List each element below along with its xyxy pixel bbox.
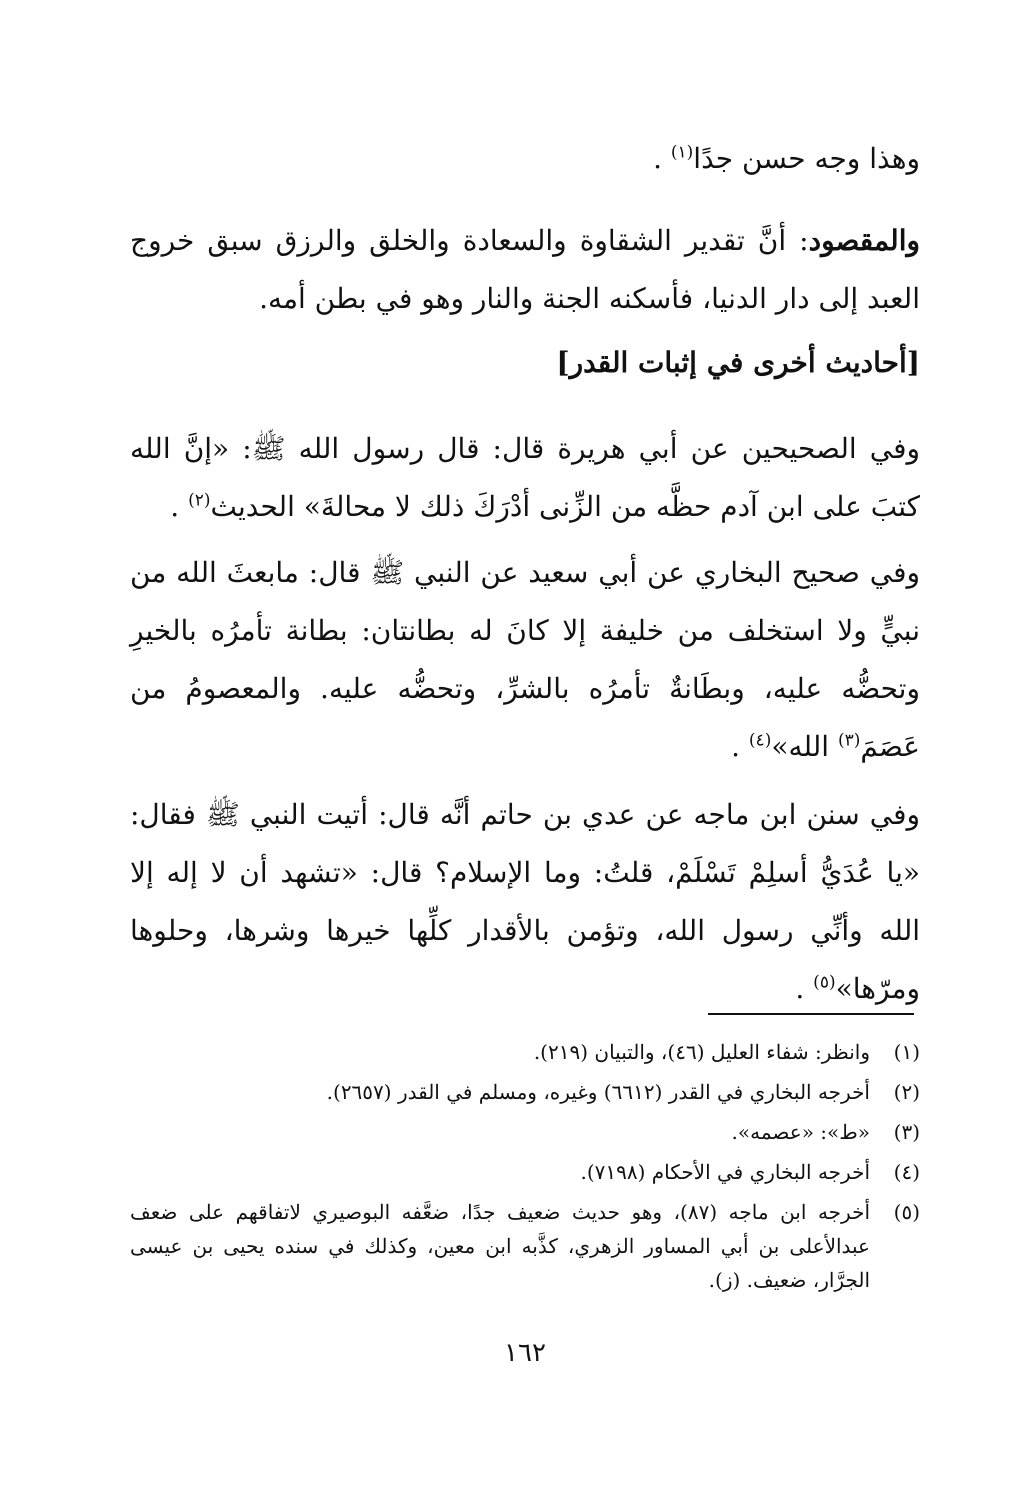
footnote-number: (٥) — [893, 1200, 920, 1224]
paragraph-hadith-abu-said — [130, 544, 920, 776]
footnote — [130, 1195, 920, 1297]
paragraph-conclusion — [130, 130, 920, 188]
lead-word: والمقصود — [808, 224, 920, 257]
footnote-text: «ط»: «عصمه». — [731, 1120, 870, 1144]
footnote — [130, 1075, 920, 1109]
footnote-reference[interactable]: (٣) — [837, 730, 861, 751]
paragraph-text: وهذا وجه حسن جدًا — [693, 142, 920, 175]
footnote-text: أخرجه ابن ماجه (٨٧)، وهو حديث ضعيف جدًا، ضعَّفه البوصيري لاتفاقهم على ضعف عبدالأعلى بن أبي المساور الزهري، كذَّبه ابن معين، وكذلك في سنده يحيى بن عيسى الجرَّار، ضعيف. (ز). — [130, 1200, 870, 1292]
paragraph-hadith-adi — [130, 786, 920, 1018]
footnote-number: (٢) — [893, 1080, 920, 1104]
footnote-reference[interactable]: (١) — [670, 142, 694, 163]
paragraph-end: . — [795, 972, 814, 1005]
paragraph-purpose — [130, 212, 920, 328]
book-page — [130, 120, 920, 1380]
footnote-divider — [708, 1013, 914, 1015]
footnote-number: (١) — [893, 1040, 920, 1064]
paragraph-text-continued: الله» — [771, 730, 838, 763]
footnote-text: أخرجه البخاري في الأحكام (٧١٩٨). — [580, 1160, 870, 1184]
paragraph-text: وفي صحيح البخاري عن أبي سعيد عن النبي ﷺ قال: مابعثَ الله من نبيٍّ ولا استخلف من خليفة إلا كانَ له بطانتان: بطانة تأمرُه بالخيرِ وتحضُّه عليه، وبطَانةٌ تأمرُه بالشرِّ، وتحضُّه عليه. والمعصومُ من عَصَمَ — [130, 556, 920, 763]
footnote-reference[interactable]: (٢) — [188, 490, 211, 511]
section-heading: [أحاديث أخرى في إثبات القدر] — [556, 346, 920, 379]
page-number: ١٦٢ — [504, 1338, 546, 1368]
footnote-number: (٣) — [893, 1120, 920, 1144]
paragraph-text: : أنَّ تقدير الشقاوة والسعادة والخلق والرزق سبق خروج العبد إلى دار الدنيا، فأسكنه الجنة والنار وهو في بطن أمه. — [130, 224, 920, 315]
footnote-reference[interactable]: (٥) — [813, 972, 836, 993]
footnote-reference[interactable]: (٤) — [748, 730, 772, 751]
paragraph-text: وفي سنن ابن ماجه عن عدي بن حاتم أنَّه قال: أتيت النبي ﷺ فقال: «يا عُدَيُّ أسلِمْ تَسْلَمْ، قلتُ: وما الإسلام؟ قال: «تشهد أن لا إله إلا الله وأنِّي رسول الله، وتؤمن بالأقدار كلِّها خيرها وشرها، وحلوها ومرّها» — [130, 798, 920, 1005]
paragraph-end: . — [731, 730, 749, 763]
footnote-number: (٤) — [893, 1160, 920, 1184]
paragraph-end: . — [653, 142, 671, 175]
paragraph-text: وفي الصحيحين عن أبي هريرة قال: قال رسول الله ﷺ: «إنَّ الله كتبَ على ابن آدم حظَّه من الزِّنى أدْرَكَ ذلك لا محالةَ» الحديث — [130, 432, 920, 523]
footnotes-list — [130, 1035, 920, 1303]
footnote — [130, 1115, 920, 1149]
footnote-text: أخرجه البخاري في القدر (٦٦١٢) وغيره، ومسلم في القدر (٢٦٥٧). — [326, 1080, 870, 1104]
footnote — [130, 1035, 920, 1069]
footnote — [130, 1155, 920, 1189]
footnote-text: وانظر: شفاء العليل (٤٦)، والتبيان (٢١٩). — [533, 1040, 870, 1064]
paragraph-hadith-abu-hurayra — [130, 420, 920, 536]
paragraph-end: . — [170, 490, 189, 523]
